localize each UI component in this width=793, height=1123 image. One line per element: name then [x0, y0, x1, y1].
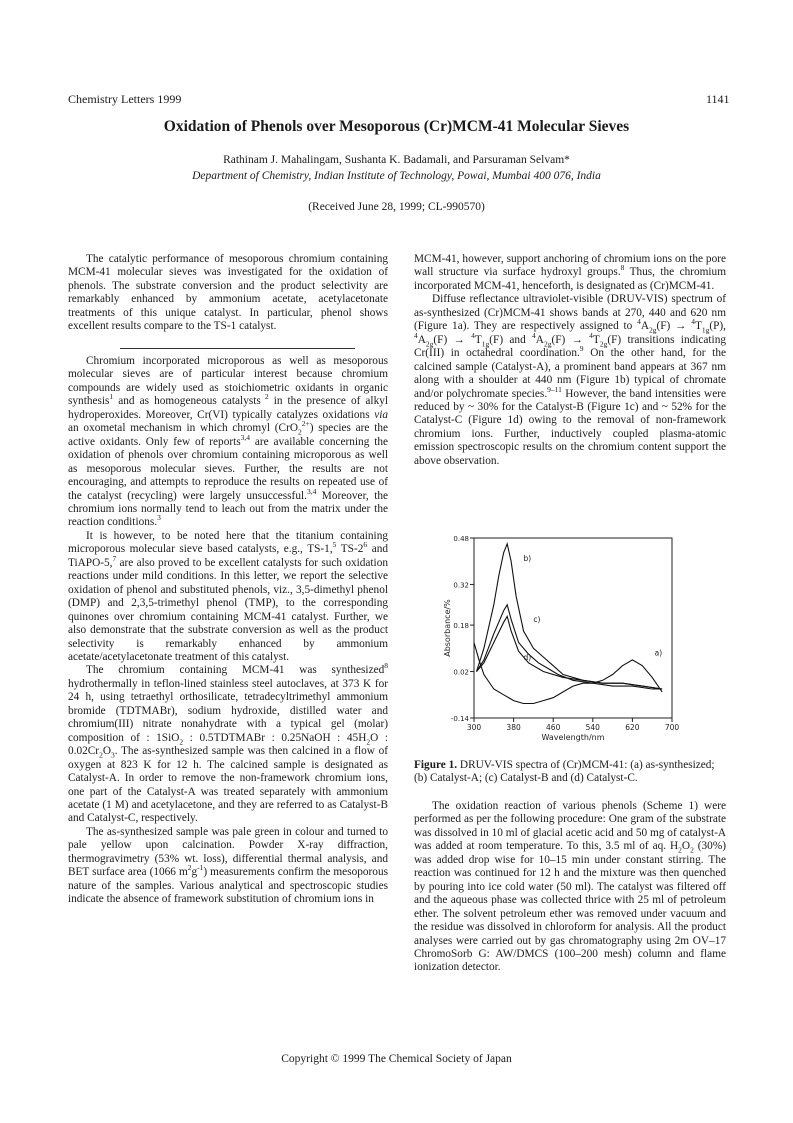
- body-left-column: [68, 355, 388, 907]
- authors: Rathinam J. Mahalingam, Sushanta K. Badamali, and Parsuraman Selvam*: [223, 154, 570, 166]
- series-label: c): [533, 615, 541, 625]
- x-tick-label: 620: [625, 723, 640, 732]
- affiliation: Department of Chemistry, Indian Institute of Technology, Powai, Mumbai 400 076, India: [192, 170, 601, 182]
- series-line-d: [477, 616, 663, 689]
- abstract: [68, 253, 388, 334]
- body-paragraph: The chromium containing MCM-41 was synthesized$^8$ hydrothermally in teflon-lined stainless steel autoclaves, at 373 K for 24 h, using tetraethyl orthosilicate, tetradecyltrimethyl ammonium bromide (TDTMABr), sodium hydroxide, distilled water and chromium(III) nitrate nonahydrate with a typical gel (molar) composition of : 1SiO$_2$ : 0.5TDTMABr : 0.25NaOH : $45H_2O$ : $0.02Cr_2O_3$. The as-synthesized sample was then calcined in a flow of oxygen at 823 K for 12 h. The calcined sample is designated as Catalyst-A. In order to remove the non-framework chromium ions, one part of the Catalyst-A was treated separately with ammonium acetate (1 M) and acetylacetone, and they are referred to as Catalyst-B and Catalyst-C, respectively.: [68, 661, 389, 825]
- series-line-a: [474, 643, 662, 704]
- y-axis-label: Absorbance/%: [443, 599, 452, 657]
- figure-1-chart: [440, 528, 702, 750]
- y-tick-label: 0.18: [453, 622, 469, 631]
- body-paragraph: Chromium incorporated microporous as well as mesoporous molecular sieves are of particular interest because chromium compounds are widely used as stoichiometric oxidants in organic synthesis$^1$ and as homogeneous catalysts $^2$ in the presence of alkyl hydroperoxides. Moreover, Cr(VI) typically catalyzes oxidations via an oxometal mechanism in which chromyl (CrO$_2^{2+}$) species are the active oxidants. Only few of reports$^{3,4}$ are available concerning the oxidation of phenols over chromium containing microporous as well as mesoporous molecular sieves. Further, the results are not encouraging, and attempts to reproduce the results on repeated use of the catalyst (recycling) were largely unsuccessful.$^{3,4}$ Moreover, the chromium ions normally tend to leach out from the matrix under the reaction conditions.$^3$: [68, 355, 389, 529]
- body-paragraph: The oxidation reaction of various phenols (Scheme 1) were performed as per the following procedure: One gram of the substrate was dissolved in 10 ml of glacial acetic acid and 50 mg of catalyst-A was added at room temperature. To this, 3.5 ml of aq. $H_2O_2$ (30%) was added drop wise for 10–15 min under constant stirring. The reaction was continued for 12 h and the mixture was then quenched by pouring into ice cold water (50 ml). The catalyst was filtered off and the aqueous phase was collected thrice with 25 ml of petroleum ether. The solvent petroleum ether was removed under vacuum and the residue was dissolved in chloroform for analysis. All the product analyses were carried out by gas chromatography using 2m OV–17 ChromoSorb G: AW/DMCS (100–200 mesh) column and flame ionization detector.: [414, 800, 726, 974]
- body-paragraph: The as-synthesized sample was pale green in colour and turned to pale yellow upon calcination. Powder X-ray diffraction, thermogravimetry (53% wt. loss), differential thermal analysis, and BET surface area (1066 $m^2g^{-1}$) measurements confirm the mesoporous nature of the samples. Various analytical and spectroscopic studies indicate the absence of framework substitution of chromium ions in: [68, 825, 388, 906]
- series-label: a): [654, 648, 663, 658]
- abstract-text: The catalytic performance of mesoporous chromium containing MCM-41 molecular sieves was investigated for the oxidation of phenols. The substrate conversion and the product selectivity are remarkably enhanced by ammonium acetate, acetylacetonate treatments of this unique catalyst. In particular, phenol shows excellent results compare to the TS-1 catalyst.: [68, 253, 388, 333]
- section-divider: [120, 348, 355, 349]
- x-axis-label: Wavelength/nm: [541, 733, 605, 742]
- received-date: (Received June 28, 1999; CL-990570): [308, 201, 485, 213]
- y-tick-label: -0.14: [450, 715, 469, 723]
- x-tick-label: 300: [466, 723, 482, 732]
- figure-caption: [414, 759, 726, 786]
- copyright-footer: Copyright © 1999 The Chemical Society of Japan: [281, 1053, 512, 1065]
- spectrum-chart: [440, 528, 702, 750]
- series-label: b): [523, 554, 532, 564]
- body-paragraph: It is however, to be noted here that the titanium containing microporous molecular sieve based catalysts, e.g., TS-1,$^5$ $TS-2^6$ and TiAPO-5,$^7$ are also proved to be excellent catalysts for such oxidation reactions under mild conditions. In this letter, we report the selective oxidation of phenol and substituted phenols, viz., 3,5-dimethyl phenol (DMP) and 2,3,5-trimethyl phenol (TMP), to the corresponding quinones over chromium containing MCM-41 catalyst. Further, we also demonstrate that the substrate conversion as well as the product selectivity is remarkably enhanced by ammonium acetate/acetylacetonate treatment of this catalyst.: [68, 529, 389, 663]
- body-right-column-bottom: [414, 800, 726, 975]
- page-number: 1141: [706, 92, 730, 106]
- caption-label: Figure 1.: [414, 759, 458, 771]
- y-tick-label: 0.32: [453, 581, 469, 590]
- y-tick-label: 0.02: [453, 668, 469, 677]
- x-tick-label: 540: [585, 723, 600, 732]
- journal-name: Chemistry Letters 1999: [68, 92, 182, 106]
- body-right-column-top: [414, 253, 726, 468]
- plot-frame: [474, 538, 672, 718]
- body-paragraph: MCM-41, however, support anchoring of chromium ions on the pore wall structure via surface hydroxyl groups.$^8$ Thus, the chromium incorporated MCM-41, henceforth, is designated as (Cr)MCM-41.: [414, 253, 726, 292]
- x-tick-label: 460: [546, 723, 561, 732]
- y-tick-label: 0.48: [453, 535, 469, 543]
- series-label: d): [523, 652, 532, 662]
- caption-text: DRUV-VIS spectra of (Cr)MCM-41: (a) as-synthesized; (b) Catalyst-A; (c) Catalyst-B and (d) Catalyst-C.: [414, 759, 715, 785]
- series-line-b: [477, 544, 663, 689]
- x-tick-label: 380: [506, 723, 521, 732]
- paper-title: Oxidation of Phenols over Mesoporous (Cr)MCM-41 Molecular Sieves: [163, 118, 630, 135]
- body-paragraph: Diffuse reflectance ultraviolet-visible (DRUV-VIS) spectrum of as-synthesized (Cr)MCM-41 shows bands at 270, 440 and 620 nm (Figure 1a). They are respectively assigned to $^4A_{2g}(F) \to ^4T_{1g}(P)$, $^4A_{2g}(F) \to ^4T_{1g}(F)$ and $^4A_{2g}(F) \to ^4T_{2g}(F)$ transitions indicating Cr(III) in octahedral coordination.$^9$ On the other hand, for the calcined sample (Catalyst-A), a prominent band appears at 367 nm along with a shoulder at 440 nm (Figure 1b) typical of chromate and/or polychromate species.$^{9-11}$ However, the band intensities were reduced by ~ 30% for the Catalyst-B (Figure 1c) and ~ 52% for the Catalyst-C (Figure 1d) owing to the removal of non-framework chromium ions. Further, inductively coupled plasma-atomic emission spectroscopic results on the chromium content support the above observation.: [414, 293, 726, 467]
- x-tick-label: 700: [664, 723, 680, 732]
